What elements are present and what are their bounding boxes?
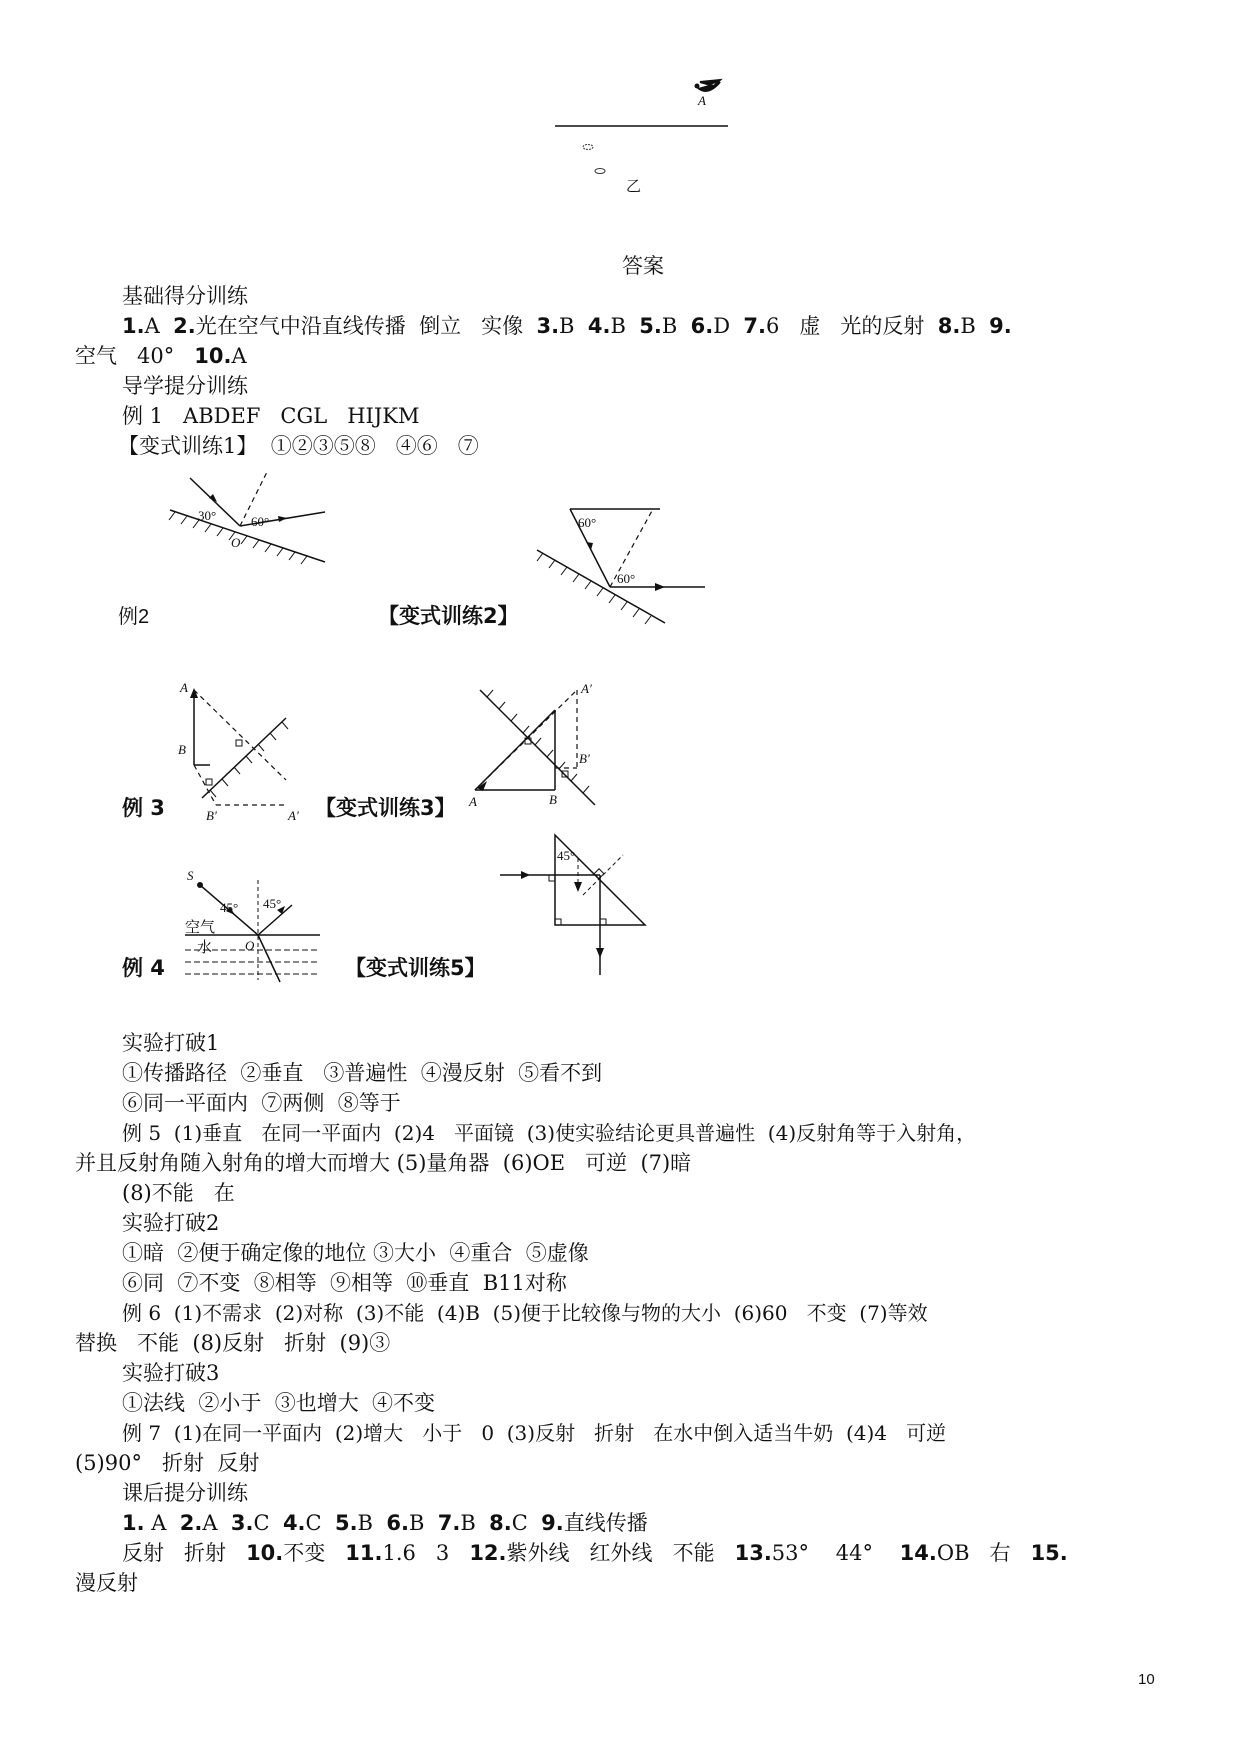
after-l2-num-5: 14.: [899, 1541, 937, 1565]
ex2-point: O: [231, 535, 241, 550]
section-heading-guide: 导学提分训练: [122, 374, 248, 398]
example-7-a: 例 7 (1)在同一平面内 (2)增大 小于 0 (3)反射 折射 在水中倒入适当牛奶 (4)4 可逆: [122, 1421, 947, 1445]
top-figure-caption: 乙: [626, 177, 642, 195]
basic-l1-text-3: B: [610, 314, 640, 338]
top-figure: [540, 70, 740, 234]
after-l1-text-1: A: [202, 1511, 231, 1535]
figure-example-3: [170, 680, 320, 824]
exp2-line2: ⑥同 ⑦不变 ⑧相等 ⑨相等 ⑩垂直 B11对称: [122, 1271, 567, 1295]
basic-l2-num-1: 10.: [194, 344, 232, 368]
after-l2-num-3: 12.: [469, 1541, 507, 1565]
exp1-line1: ①传播路径 ②垂直 ③普遍性 ④漫反射 ⑤看不到: [122, 1061, 603, 1085]
basic-l1-num-0: 1.: [122, 314, 145, 338]
after-answers-line2: [122, 1538, 1068, 1568]
example-3-label: 例 3: [122, 796, 165, 820]
basic-l1-num-1: 2.: [173, 314, 196, 338]
after-l1-text-3: C: [305, 1511, 335, 1535]
figure-variant-3: [465, 680, 625, 814]
ex4-water-label: 水: [197, 938, 213, 956]
exp3-line1: ①法线 ②小于 ③也增大 ④不变: [122, 1391, 436, 1415]
after-l1-num-5: 6.: [386, 1511, 409, 1535]
after-answers-line1: [122, 1508, 648, 1538]
figure-example-2: [165, 470, 335, 574]
after-l1-num-3: 4.: [282, 1511, 306, 1535]
basic-l1-num-3: 4.: [587, 314, 611, 338]
after-l2-text-3: 紫外线 红外线 不能: [506, 1541, 735, 1565]
basic-l2-text-1: A: [231, 344, 247, 368]
basic-l1-num-5: 6.: [690, 314, 714, 338]
after-l1-text-8: 直线传播: [563, 1511, 648, 1535]
example-6-a: 例 6 (1)不需求 (2)对称 (3)不能 (4)B (5)便于比较像与物的大小 (6)60 不变 (7)等效: [122, 1301, 928, 1325]
basic-answers-line2: [75, 341, 247, 371]
after-l2-text-1: 不变: [283, 1541, 346, 1565]
section-heading-exp1: 实验打破1: [122, 1031, 220, 1055]
variant-2-label: 【变式训练2】: [378, 604, 519, 628]
ex2-angle2: 60°: [251, 514, 270, 529]
ex2-angle1: 30°: [198, 508, 217, 523]
after-l1-text-2: C: [253, 1511, 283, 1535]
var3-A1: A′: [581, 681, 592, 696]
after-l1-num-4: 5.: [334, 1511, 358, 1535]
ex4-air-label: 空气: [185, 918, 216, 936]
basic-l1-text-2: B: [559, 314, 588, 338]
after-l2-text-2: 1.6 3: [382, 1541, 470, 1565]
after-l2-num-4: 13.: [734, 1541, 772, 1565]
basic-l1-num-7: 8.: [937, 314, 961, 338]
ex4-O: O: [245, 938, 255, 953]
after-l1-text-5: B: [408, 1511, 438, 1535]
after-l1-num-6: 7.: [437, 1511, 461, 1535]
eye-icon: [698, 80, 720, 91]
variant-3-label: 【变式训练3】: [315, 796, 456, 820]
variant-1: 【变式训练1】 ①②③⑤⑧ ④⑥ ⑦: [118, 434, 479, 458]
ex4-S: S: [187, 870, 194, 883]
section-heading-after: 课后提分训练: [122, 1481, 248, 1505]
var3-B: B: [549, 792, 557, 807]
section-heading-exp2: 实验打破2: [122, 1211, 220, 1235]
example-7-b: (5)90° 折射 反射: [75, 1451, 260, 1475]
after-l1-num-7: 8.: [489, 1511, 512, 1535]
example-5-c: (8)不能 在: [122, 1181, 235, 1205]
example-2-label: 例2: [118, 606, 150, 628]
basic-l1-text-7: B: [960, 314, 990, 338]
page-number: 10: [1138, 1671, 1155, 1688]
ex3-B1: B′: [206, 808, 217, 820]
exp2-line1: ①暗 ②便于确定像的地位 ③大小 ④重合 ⑤虚像: [122, 1241, 589, 1265]
ex3-A1: A′: [288, 808, 299, 820]
basic-l1-num-6: 7.: [743, 314, 766, 338]
example-6-b: 替换 不能 (8)反射 折射 (9)③: [75, 1331, 391, 1355]
var3-B1: B′: [579, 751, 590, 766]
figure-example-4: [185, 870, 325, 989]
section-heading-exp3: 实验打破3: [122, 1361, 220, 1385]
after-l1-num-2: 3.: [230, 1511, 254, 1535]
variant-5-label: 【变式训练5】: [345, 956, 486, 980]
after-l1-text-6: B: [460, 1511, 490, 1535]
var2-angle2: 60°: [617, 571, 636, 586]
ex4-angle1: 45°: [220, 900, 239, 915]
section-heading-basic: 基础得分训练: [122, 284, 248, 308]
basic-l1-text-1: 光在空气中沿直线传播 倒立 实像: [195, 314, 537, 338]
after-l2-num-2: 11.: [345, 1541, 383, 1565]
var3-A: A: [469, 794, 477, 809]
basic-l1-text-0: A: [144, 314, 174, 338]
after-l2-text-4: 53° 44°: [771, 1541, 900, 1565]
basic-l1-text-4: B: [661, 314, 691, 338]
after-answers-line3: 漫反射: [75, 1571, 138, 1595]
basic-l1-text-5: D: [713, 314, 744, 338]
after-l1-text-7: C: [511, 1511, 542, 1535]
basic-l1-text-6: 6 虚 光的反射: [766, 314, 938, 338]
after-l1-num-8: 9.: [541, 1511, 564, 1535]
example-5-a: 例 5 (1)垂直 在同一平面内 (2)4 平面镜 (3)使实验结论更具普遍性 (4)反射角等于入射角，: [122, 1121, 977, 1145]
after-l2-num-6: 15.: [1030, 1541, 1068, 1565]
figure-variant-5: [495, 830, 655, 994]
basic-l2-text-0: 空气 40°: [75, 344, 195, 368]
example-5-b: 并且反射角随入射角的增大而增大 (5)量角器 (6)OE 可逆 (7)暗: [75, 1151, 692, 1175]
basic-l1-num-8: 9.: [989, 314, 1012, 338]
exp1-line2: ⑥同一平面内 ⑦两侧 ⑧等于: [122, 1091, 401, 1115]
var5-angle: 45°: [557, 848, 576, 863]
ex3-A: A: [180, 680, 188, 695]
ex4-angle2: 45°: [263, 896, 282, 911]
ex3-B: B: [178, 742, 186, 757]
basic-l1-num-4: 5.: [639, 314, 662, 338]
answer-title: 答案: [622, 254, 664, 278]
basic-answers-line1: [122, 311, 1012, 341]
var2-angle1: 60°: [578, 515, 597, 530]
after-l2-text-0: 反射 折射: [122, 1541, 247, 1565]
after-l1-text-4: B: [357, 1511, 387, 1535]
after-l1-num-1: 2.: [179, 1511, 203, 1535]
figure-variant-2: [535, 505, 715, 629]
basic-l1-num-2: 3.: [536, 314, 560, 338]
after-l2-text-5: OB 右: [936, 1541, 1031, 1565]
example-1: 例 1 ABDEF CGL HIJKM: [122, 404, 420, 428]
after-l1-num-0: 1.: [122, 1511, 145, 1535]
after-l1-text-0: A: [144, 1511, 180, 1535]
after-l2-num-1: 10.: [246, 1541, 284, 1565]
top-point-label: A: [698, 93, 706, 108]
example-4-label: 例 4: [122, 956, 165, 980]
